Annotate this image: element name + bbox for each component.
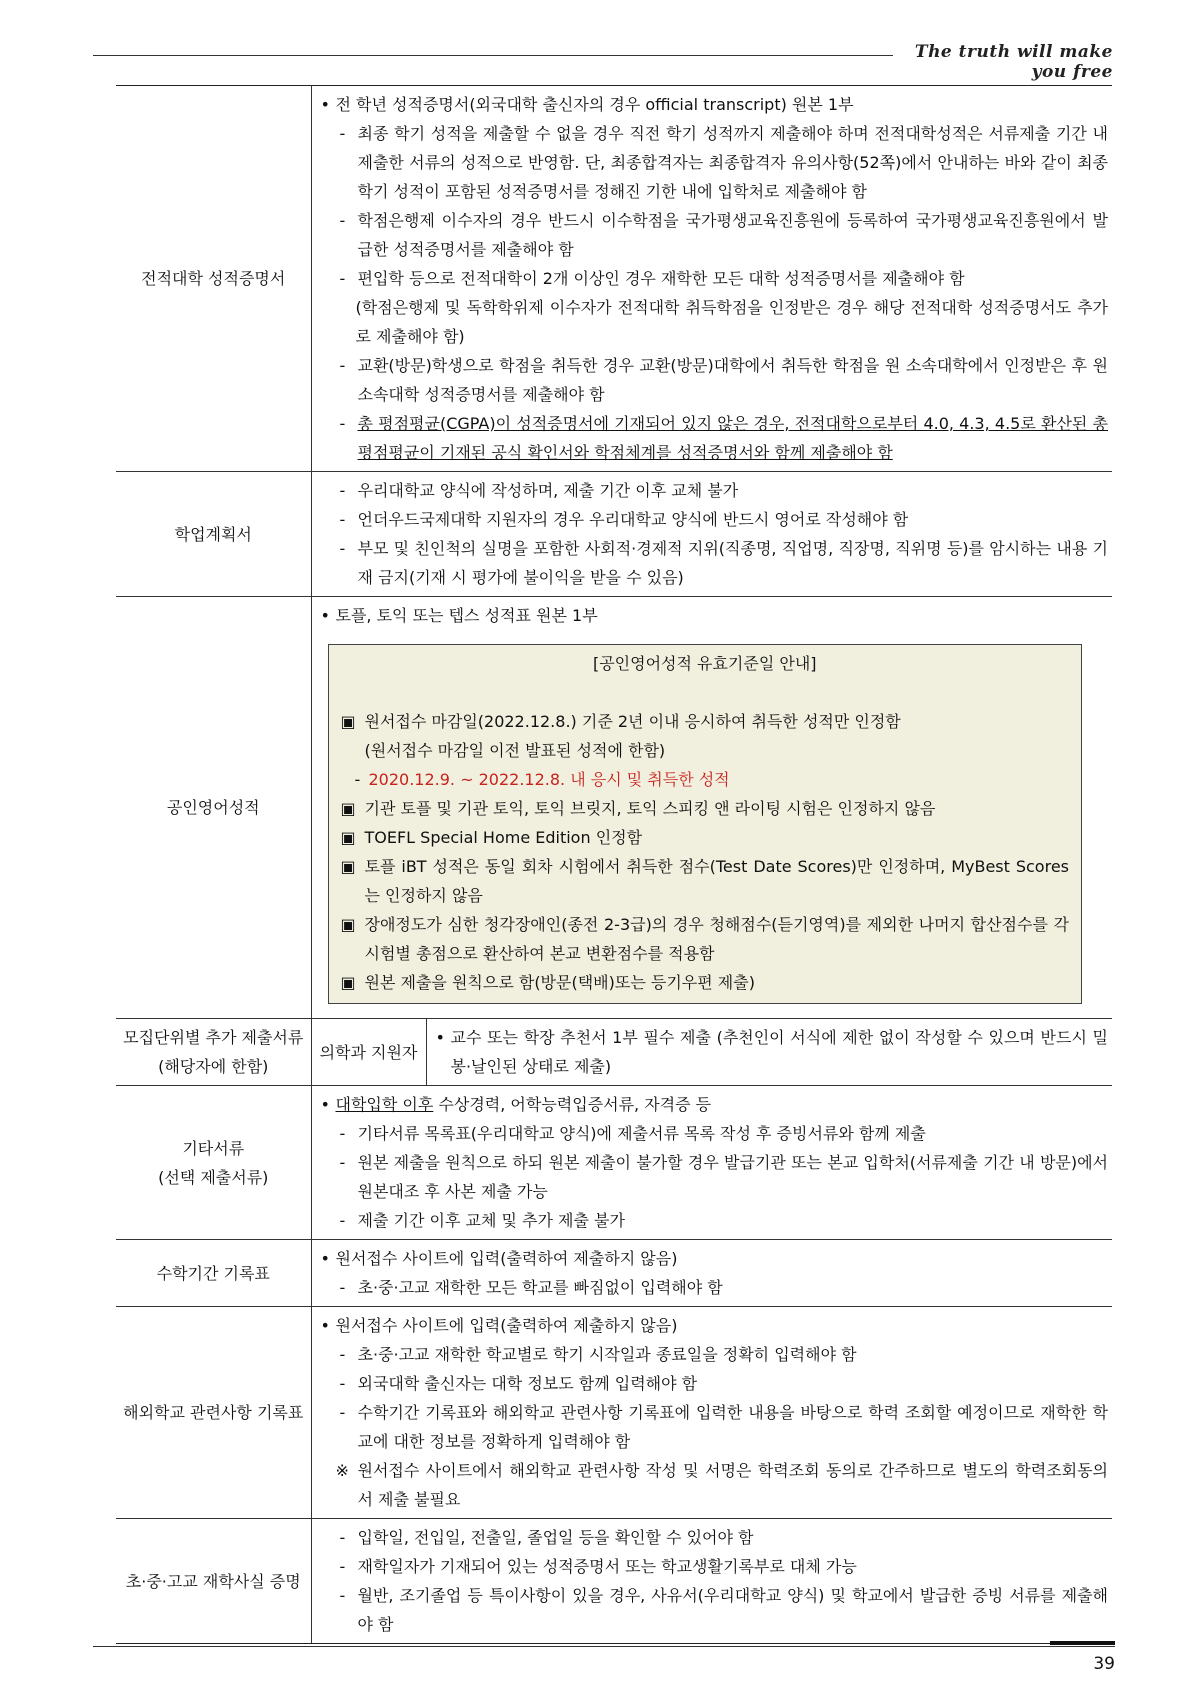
table-row [116, 472, 1112, 597]
list-item: • 전 학년 성적증명서(외국대학 출신자의 경우 official transcript) 원본 1부 [318, 90, 1109, 119]
list-item: ▣ TOEFL Special Home Edition 인정함 [341, 823, 1070, 852]
list-item: - 월반, 조기졸업 등 특이사항이 있을 경우, 사유서(우리대학교 양식) 및 학교에서 발급한 증빙 서류를 제출해야 함 [318, 1581, 1109, 1639]
list-item: - 총 평점평균(CGPA)이 성적증명서에 기재되어 있지 않은 경우, 전적대학으로부터 4.0, 4.3, 4.5로 환산된 총 평점평균이 기재된 공식 확인서와 학점체계를 성적증명서와 함께 제출해야 함 [318, 409, 1109, 467]
document-requirements-table [116, 85, 1112, 1644]
list-item: ▣ 기관 토플 및 기관 토익, 토익 브릿지, 토익 스피킹 앤 라이팅 시험은 인정하지 않음 [341, 794, 1070, 823]
footer-accent-bar [1050, 1641, 1115, 1645]
row-label-school-proof: 초·중·고교 재학사실 증명 [116, 1519, 311, 1644]
list-item [318, 1090, 1109, 1119]
list-item: - 학점은행제 이수자의 경우 반드시 이수학점을 국가평생교육진흥원에 등록하여 국가평생교육진흥원에서 발급한 성적증명서를 제출해야 함 [318, 206, 1109, 264]
header-rule [93, 55, 893, 56]
list-item: ▣ 토플 iBT 성적은 동일 회차 시험에서 취득한 점수(Test Date Scores)만 인정하며, MyBest Scores는 인정하지 않음 [341, 852, 1070, 910]
list-item: - 초·중·고교 재학한 학교별로 학기 시작일과 종료일을 정확히 입력해야 함 [318, 1340, 1109, 1369]
header-motto: The truth will make you free [914, 42, 1113, 82]
list-item: - 재학일자가 기재되어 있는 성적증명서 또는 학교생활기록부로 대체 가능 [318, 1552, 1109, 1581]
row-content-transcript [311, 86, 1112, 472]
list-item: - 언더우드국제대학 지원자의 경우 우리대학교 양식에 반드시 영어로 작성해야 함 [318, 505, 1109, 534]
list-item: - 초·중·고교 재학한 모든 학교를 빠짐없이 입력해야 함 [318, 1273, 1109, 1302]
intro-text: 수상경력, 어학능력입증서류, 자격증 등 [433, 1095, 712, 1114]
row-content-english [311, 597, 1112, 1019]
table-row [116, 1019, 1112, 1086]
valid-date-range: - 2020.12.9. ~ 2022.12.8. 내 응시 및 취득한 성적 [341, 765, 1070, 794]
row-content-overseas [311, 1307, 1112, 1519]
list-item: - 외국대학 출신자는 대학 정보도 함께 입력해야 함 [318, 1369, 1109, 1398]
list-item: ▣ 원본 제출을 원칙으로 함(방문(택배)또는 등기우편 제출) [341, 968, 1070, 997]
footer-rule [93, 1646, 1115, 1647]
underlined-text: 대학입학 이후 [335, 1095, 434, 1114]
list-item: - 제출 기간 이후 교체 및 추가 제출 불가 [318, 1206, 1109, 1235]
table-row [116, 1240, 1112, 1307]
list-item: - 원본 제출을 원칙으로 하되 원본 제출이 불가할 경우 발급기관 또는 본교 입학처(서류제출 기간 내 방문)에서 원본대조 후 사본 제출 가능 [318, 1148, 1109, 1206]
list-item: - 편입학 등으로 전적대학이 2개 이상인 경우 재학한 모든 대학 성적증명서를 제출해야 함 [318, 264, 1109, 293]
list-item: ▣ 원서접수 마감일(2022.12.8.) 기준 2년 이내 응시하여 취득한 성적만 인정함 [341, 707, 1070, 736]
row-label-transcript: 전적대학 성적증명서 [116, 86, 311, 472]
table-row [116, 1086, 1112, 1240]
list-item: • 토플, 토익 또는 텝스 성적표 원본 1부 [318, 601, 1109, 630]
list-item: • 교수 또는 학장 추천서 1부 필수 제출 (추천인이 서식에 제한 없이 작성할 수 있으며 반드시 밀봉·날인된 상태로 제출) [433, 1023, 1109, 1081]
row-content-unit-extra [426, 1019, 1112, 1086]
list-item: - 최종 학기 성적을 제출할 수 없을 경우 직전 학기 성적까지 제출해야 하며 전적대학성적은 서류제출 기간 내 제출한 서류의 성적으로 반영함. 단, 최종합격자는 최종합격자 유의사항(52쪽)에서 안내하는 바와 같이 최종 학기 성적이 포함된 성적증명서를 정해진 기한 내에 입학처로 제출해야 함 [318, 119, 1109, 206]
table-row [116, 86, 1112, 472]
list-item: - 기타서류 목록표(우리대학교 양식)에 제출서류 목록 작성 후 증빙서류와 함께 제출 [318, 1119, 1109, 1148]
label-line: 기타서류 [182, 1138, 245, 1158]
page-number: 39 [1093, 1654, 1115, 1674]
row-content-study-plan [311, 472, 1112, 597]
row-label-overseas: 해외학교 관련사항 기록표 [116, 1307, 311, 1519]
row-label-study-plan: 학업계획서 [116, 472, 311, 597]
english-score-notice-box [328, 644, 1083, 1004]
row-label-other-docs [116, 1086, 311, 1240]
list-item: - 부모 및 친인척의 실명을 포함한 사회적·경제적 지위(직종명, 직업명, 직장명, 직위명 등)를 암시하는 내용 기재 금지(기재 시 평가에 불이익을 받을 수 있음) [318, 534, 1109, 592]
list-item: - 수학기간 기록표와 해외학교 관련사항 기록표에 입력한 내용을 바탕으로 학력 조회할 예정이므로 재학한 학교에 대한 정보를 정확하게 입력해야 함 [318, 1398, 1109, 1456]
row-label-english: 공인영어성적 [116, 597, 311, 1019]
notice-box-title: [공인영어성적 유효기준일 안내] [592, 654, 817, 673]
list-item: (학점은행제 및 독학학위제 이수자가 전적대학 취득학점을 인정받은 경우 해당 전적대학 성적증명서도 추가로 제출해야 함) [355, 298, 1109, 346]
list-item: - 교환(방문)학생으로 학점을 취득한 경우 교환(방문)대학에서 취득한 학점을 원 소속대학에서 인정받은 후 원 소속대학 성적증명서를 제출해야 함 [318, 351, 1109, 409]
sub-label-medicine: 의학과 지원자 [311, 1019, 426, 1086]
list-item: • 원서접수 사이트에 입력(출력하여 제출하지 않음) [318, 1311, 1109, 1340]
list-item: ※ 원서접수 사이트에서 해외학교 관련사항 작성 및 서명은 학력조회 동의로 간주하므로 별도의 학력조회동의서 제출 불필요 [318, 1456, 1109, 1514]
list-item: - 우리대학교 양식에 작성하며, 제출 기간 이후 교체 불가 [318, 476, 1109, 505]
list-item: - 입학일, 전입일, 전출일, 졸업일 등을 확인할 수 있어야 함 [318, 1523, 1109, 1552]
table-row [116, 1307, 1112, 1519]
label-line: 모집단위별 추가 제출서류 [123, 1028, 304, 1047]
row-content-school-proof [311, 1519, 1112, 1644]
table-row [116, 1519, 1112, 1644]
label-line: (선택 제출서류) [158, 1167, 269, 1187]
list-item: • 원서접수 사이트에 입력(출력하여 제출하지 않음) [318, 1244, 1109, 1273]
label-line: (해당자에 한함) [158, 1057, 269, 1076]
row-content-study-period [311, 1240, 1112, 1307]
row-label-unit-extra [116, 1019, 311, 1086]
list-item: (원서접수 마감일 이전 발표된 성적에 한함) [364, 741, 666, 760]
row-label-study-period: 수학기간 기록표 [116, 1240, 311, 1307]
list-item: ▣ 장애정도가 심한 청각장애인(종전 2-3급)의 경우 청해점수(듣기영역)를 제외한 나머지 합산점수를 각 시험별 총점으로 환산하여 본교 변환점수를 적용함 [341, 910, 1070, 968]
table-row [116, 597, 1112, 1019]
row-content-other-docs [311, 1086, 1112, 1240]
